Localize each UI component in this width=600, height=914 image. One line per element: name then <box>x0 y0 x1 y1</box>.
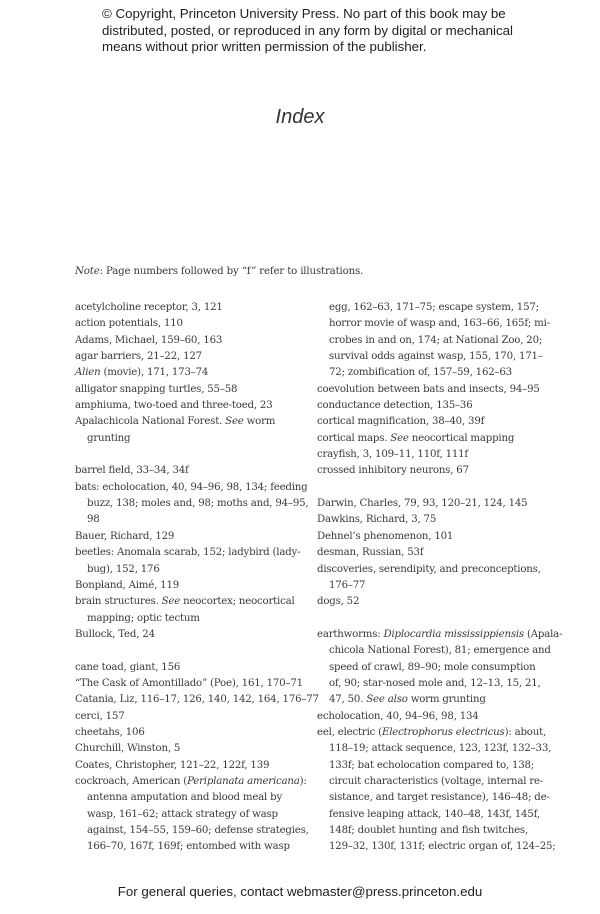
index-entry <box>317 545 557 561</box>
entry-text: of, 90; star-nosed mole and, 12–13, 15, 21, <box>329 677 541 689</box>
entry-text: speed of crawl, 89–90; mole consumption <box>329 661 536 673</box>
copyright-line: means without prior written permission of the publisher. <box>102 39 427 54</box>
index-entry-continuation <box>317 300 557 316</box>
index-entry-continuation <box>317 578 557 594</box>
italic-text: Periplanata americana <box>187 775 300 787</box>
entry-text: worm <box>243 416 276 428</box>
entry-text: mapping; optic tectum <box>87 612 200 624</box>
index-entry <box>75 627 307 643</box>
index-entry <box>317 463 557 479</box>
entry-text: 47, 50. <box>329 694 367 706</box>
index-entry-continuation <box>317 758 557 774</box>
entry-text: survival odds against wasp, 155, 170, 171– <box>329 351 543 363</box>
italic-text: See <box>390 432 409 444</box>
index-entry <box>75 349 307 365</box>
entry-text: buzz, 138; moles and, 98; moths and, 94–95, <box>87 498 309 510</box>
entry-text: agar barriers, 21–22, 127 <box>75 351 202 363</box>
index-entry <box>75 676 307 692</box>
index-entry <box>75 709 307 725</box>
entry-text: ): <box>299 775 307 787</box>
index-entry-continuation <box>317 807 557 823</box>
index-entry-continuation <box>317 774 557 790</box>
index-entry <box>75 463 307 479</box>
entry-text: crayfish, 3, 109–11, 110f, 111f <box>317 449 468 461</box>
entry-text: bug), 152, 176 <box>87 563 160 575</box>
index-entry-continuation <box>317 741 557 757</box>
copyright-notice <box>102 6 522 56</box>
entry-text: Darwin, Charles, 79, 93, 120–21, 124, 145 <box>317 498 528 510</box>
entry-text: egg, 162–63, 171–75; escape system, 157; <box>329 302 539 313</box>
entry-text: chicola National Forest), 81; emergence and <box>329 645 551 657</box>
entry-text: Dehnel’s phenomenon, 101 <box>317 530 454 542</box>
index-entry <box>75 333 307 349</box>
entry-text: earthworms: <box>317 628 384 640</box>
index-entry <box>75 758 307 774</box>
index-entry <box>75 594 307 610</box>
index-entry-continuation <box>75 790 307 806</box>
entry-text: 72; zombification of, 157–59, 162–63 <box>329 367 512 379</box>
entry-text: 176–77 <box>329 579 366 591</box>
index-entry <box>75 545 307 561</box>
entry-text: desman, Russian, 53f <box>317 547 424 559</box>
entry-text: neocortex; neocortical <box>180 596 295 608</box>
entry-text: cheetahs, 106 <box>75 726 145 738</box>
index-entry <box>317 512 557 528</box>
entry-text: “The Cask of Amontillado” (Poe), 161, 170–71 <box>75 677 303 689</box>
entry-text: 129–32, 130f, 131f; electric organ of, 124–25; <box>329 841 556 853</box>
section-spacer <box>317 480 557 496</box>
index-entry <box>75 480 307 496</box>
index-entry-continuation <box>75 839 307 855</box>
index-entry-continuation <box>317 839 557 855</box>
entry-text: beetles: Anomala scarab, 152; ladybird (lady- <box>75 547 301 559</box>
italic-text: See <box>225 416 244 428</box>
index-entry-continuation <box>75 823 307 839</box>
entry-text: ): about, <box>504 726 547 738</box>
entry-text: Bauer, Richard, 129 <box>75 530 175 542</box>
entry-text: 166–70, 167f, 169f; entombed with wasp <box>87 841 290 853</box>
entry-text: Dawkins, Richard, 3, 75 <box>317 514 437 526</box>
note-text: : Page numbers followed by “f” refer to illustrations. <box>99 266 364 277</box>
italic-text: Alien <box>75 367 101 379</box>
entry-text: Bonpland, Aimé, 119 <box>75 579 180 591</box>
index-entry <box>317 398 557 414</box>
index-entry <box>317 414 557 430</box>
entry-text: circuit characteristics (voltage, internal re- <box>329 775 544 787</box>
entry-text: cane toad, giant, 156 <box>75 661 181 673</box>
italic-text: See <box>161 596 181 608</box>
index-entry <box>75 741 307 757</box>
entry-text: wasp, 161–62; attack strategy of wasp <box>87 808 278 820</box>
entry-text: cortical maps. <box>317 432 391 444</box>
entry-text: echolocation, 40, 94–96, 98, 134 <box>317 710 479 722</box>
index-entry <box>75 398 307 414</box>
index-entry <box>317 709 557 725</box>
index-entry <box>75 692 319 708</box>
index-entry <box>75 382 307 398</box>
index-entry-continuation <box>75 807 307 823</box>
index-entry-continuation <box>317 790 557 806</box>
entry-text: cortical magnification, 38–40, 39f <box>317 416 485 428</box>
index-entry <box>75 660 307 676</box>
entry-text: acetylcholine receptor, 3, 121 <box>75 302 223 313</box>
index-entry-continuation <box>75 431 307 447</box>
index-entry-continuation <box>75 496 307 512</box>
entry-text: alligator snapping turtles, 55–58 <box>75 383 238 395</box>
entry-text: horror movie of wasp and, 163–66, 165f; mi- <box>329 318 550 330</box>
index-entry-continuation <box>75 512 307 528</box>
index-entry <box>317 562 557 578</box>
section-spacer <box>75 643 307 659</box>
index-entry-continuation <box>317 823 557 839</box>
index-entry <box>317 447 557 463</box>
entry-text: (Apala- <box>523 628 563 640</box>
entry-text: (movie), 171, 173–74 <box>100 367 209 379</box>
index-entry <box>317 529 557 545</box>
entry-text: action potentials, 110 <box>75 318 183 330</box>
index-entry <box>75 300 307 316</box>
entry-text: crobes in and on, 174; at National Zoo, 20; <box>329 334 543 346</box>
index-entry <box>75 529 307 545</box>
index-entry <box>75 578 307 594</box>
index-entry <box>317 382 557 398</box>
italic-text: See also <box>366 694 408 706</box>
entry-text: 98 <box>87 514 100 526</box>
index-entry <box>317 594 557 610</box>
index-entry <box>317 496 557 512</box>
index-entry-continuation <box>317 692 557 708</box>
entry-text: antenna amputation and blood meal by <box>87 792 282 804</box>
page-title: Index <box>275 106 325 128</box>
index-entry <box>75 414 307 430</box>
index-note <box>75 266 363 277</box>
entry-text: 148f; doublet hunting and fish twitches, <box>329 825 528 836</box>
section-spacer <box>75 447 307 463</box>
index-entry-continuation <box>317 349 557 365</box>
index-column-right <box>317 300 563 856</box>
entry-text: neocortical mapping <box>408 432 515 444</box>
note-label: Note <box>75 266 100 277</box>
entry-text: 118–19; attack sequence, 123, 123f, 132–33, <box>329 743 552 755</box>
index-entry <box>317 725 557 741</box>
entry-text: Apalachicola National Forest. <box>75 416 226 428</box>
entry-text: cerci, 157 <box>75 710 125 722</box>
entry-text: Adams, Michael, 159–60, 163 <box>75 334 223 346</box>
index-entry-continuation <box>317 333 557 349</box>
entry-text: Churchill, Winston, 5 <box>75 743 181 755</box>
entry-text: Bullock, Ted, 24 <box>75 628 155 640</box>
index-entry <box>317 431 557 447</box>
entry-text: against, 154–55, 159–60; defense strategies, <box>87 825 309 836</box>
index-entry-continuation <box>75 611 307 627</box>
entry-text: bats: echolocation, 40, 94–96, 98, 134; feeding <box>75 481 308 493</box>
entry-text: sistance, and target resistance), 146–48; de- <box>329 792 550 804</box>
entry-text: cockroach, American ( <box>75 775 188 787</box>
entry-text: dogs, 52 <box>317 596 360 608</box>
index-entry <box>75 725 307 741</box>
entry-text: amphiuma, two-toed and three-toed, 23 <box>75 400 273 412</box>
index-entry-continuation <box>317 316 557 332</box>
entry-text: fensive leaping attack, 140–48, 143f, 145f, <box>329 808 540 820</box>
index-entry-continuation <box>317 660 557 676</box>
index-entry <box>75 774 307 790</box>
entry-text: discoveries, serendipity, and preconceptions, <box>317 563 541 575</box>
entry-text: eel, electric ( <box>317 726 382 738</box>
entry-text: grunting <box>87 432 131 444</box>
index-column-left <box>75 300 319 856</box>
copyright-line: distributed, posted, or reproduced in any form by digital or mechanical <box>102 22 513 38</box>
entry-text: conductance detection, 135–36 <box>317 400 473 412</box>
footer-contact: For general queries, contact webmaster@press.princeton.edu <box>117 884 483 899</box>
entry-text: Coates, Christopher, 121–22, 122f, 139 <box>75 759 270 771</box>
entry-text: brain structures. <box>75 596 162 608</box>
entry-text: crossed inhibitory neurons, 67 <box>317 465 469 477</box>
index-entry-continuation <box>317 365 557 381</box>
entry-text: Catania, Liz, 116–17, 126, 140, 142, 164, 176–77 <box>75 694 319 706</box>
index-entry-continuation <box>75 562 307 578</box>
index-entry-continuation <box>317 643 557 659</box>
entry-text: coevolution between bats and insects, 94–95 <box>317 383 540 395</box>
italic-text: Electrophorus electricus <box>381 726 505 738</box>
index-entry <box>317 627 563 643</box>
entry-text: barrel field, 33–34, 34f <box>75 465 189 477</box>
index-entry <box>75 365 307 381</box>
entry-text: 133f; bat echolocation compared to, 138; <box>329 759 535 771</box>
italic-text: Diplocardia mississippiensis <box>383 628 524 640</box>
copyright-line: © Copyright, Princeton University Press. No part of this book may be <box>102 6 506 21</box>
index-entry <box>75 316 307 332</box>
section-spacer <box>317 611 557 627</box>
index-entry-continuation <box>317 676 557 692</box>
entry-text: worm grunting <box>407 694 486 706</box>
